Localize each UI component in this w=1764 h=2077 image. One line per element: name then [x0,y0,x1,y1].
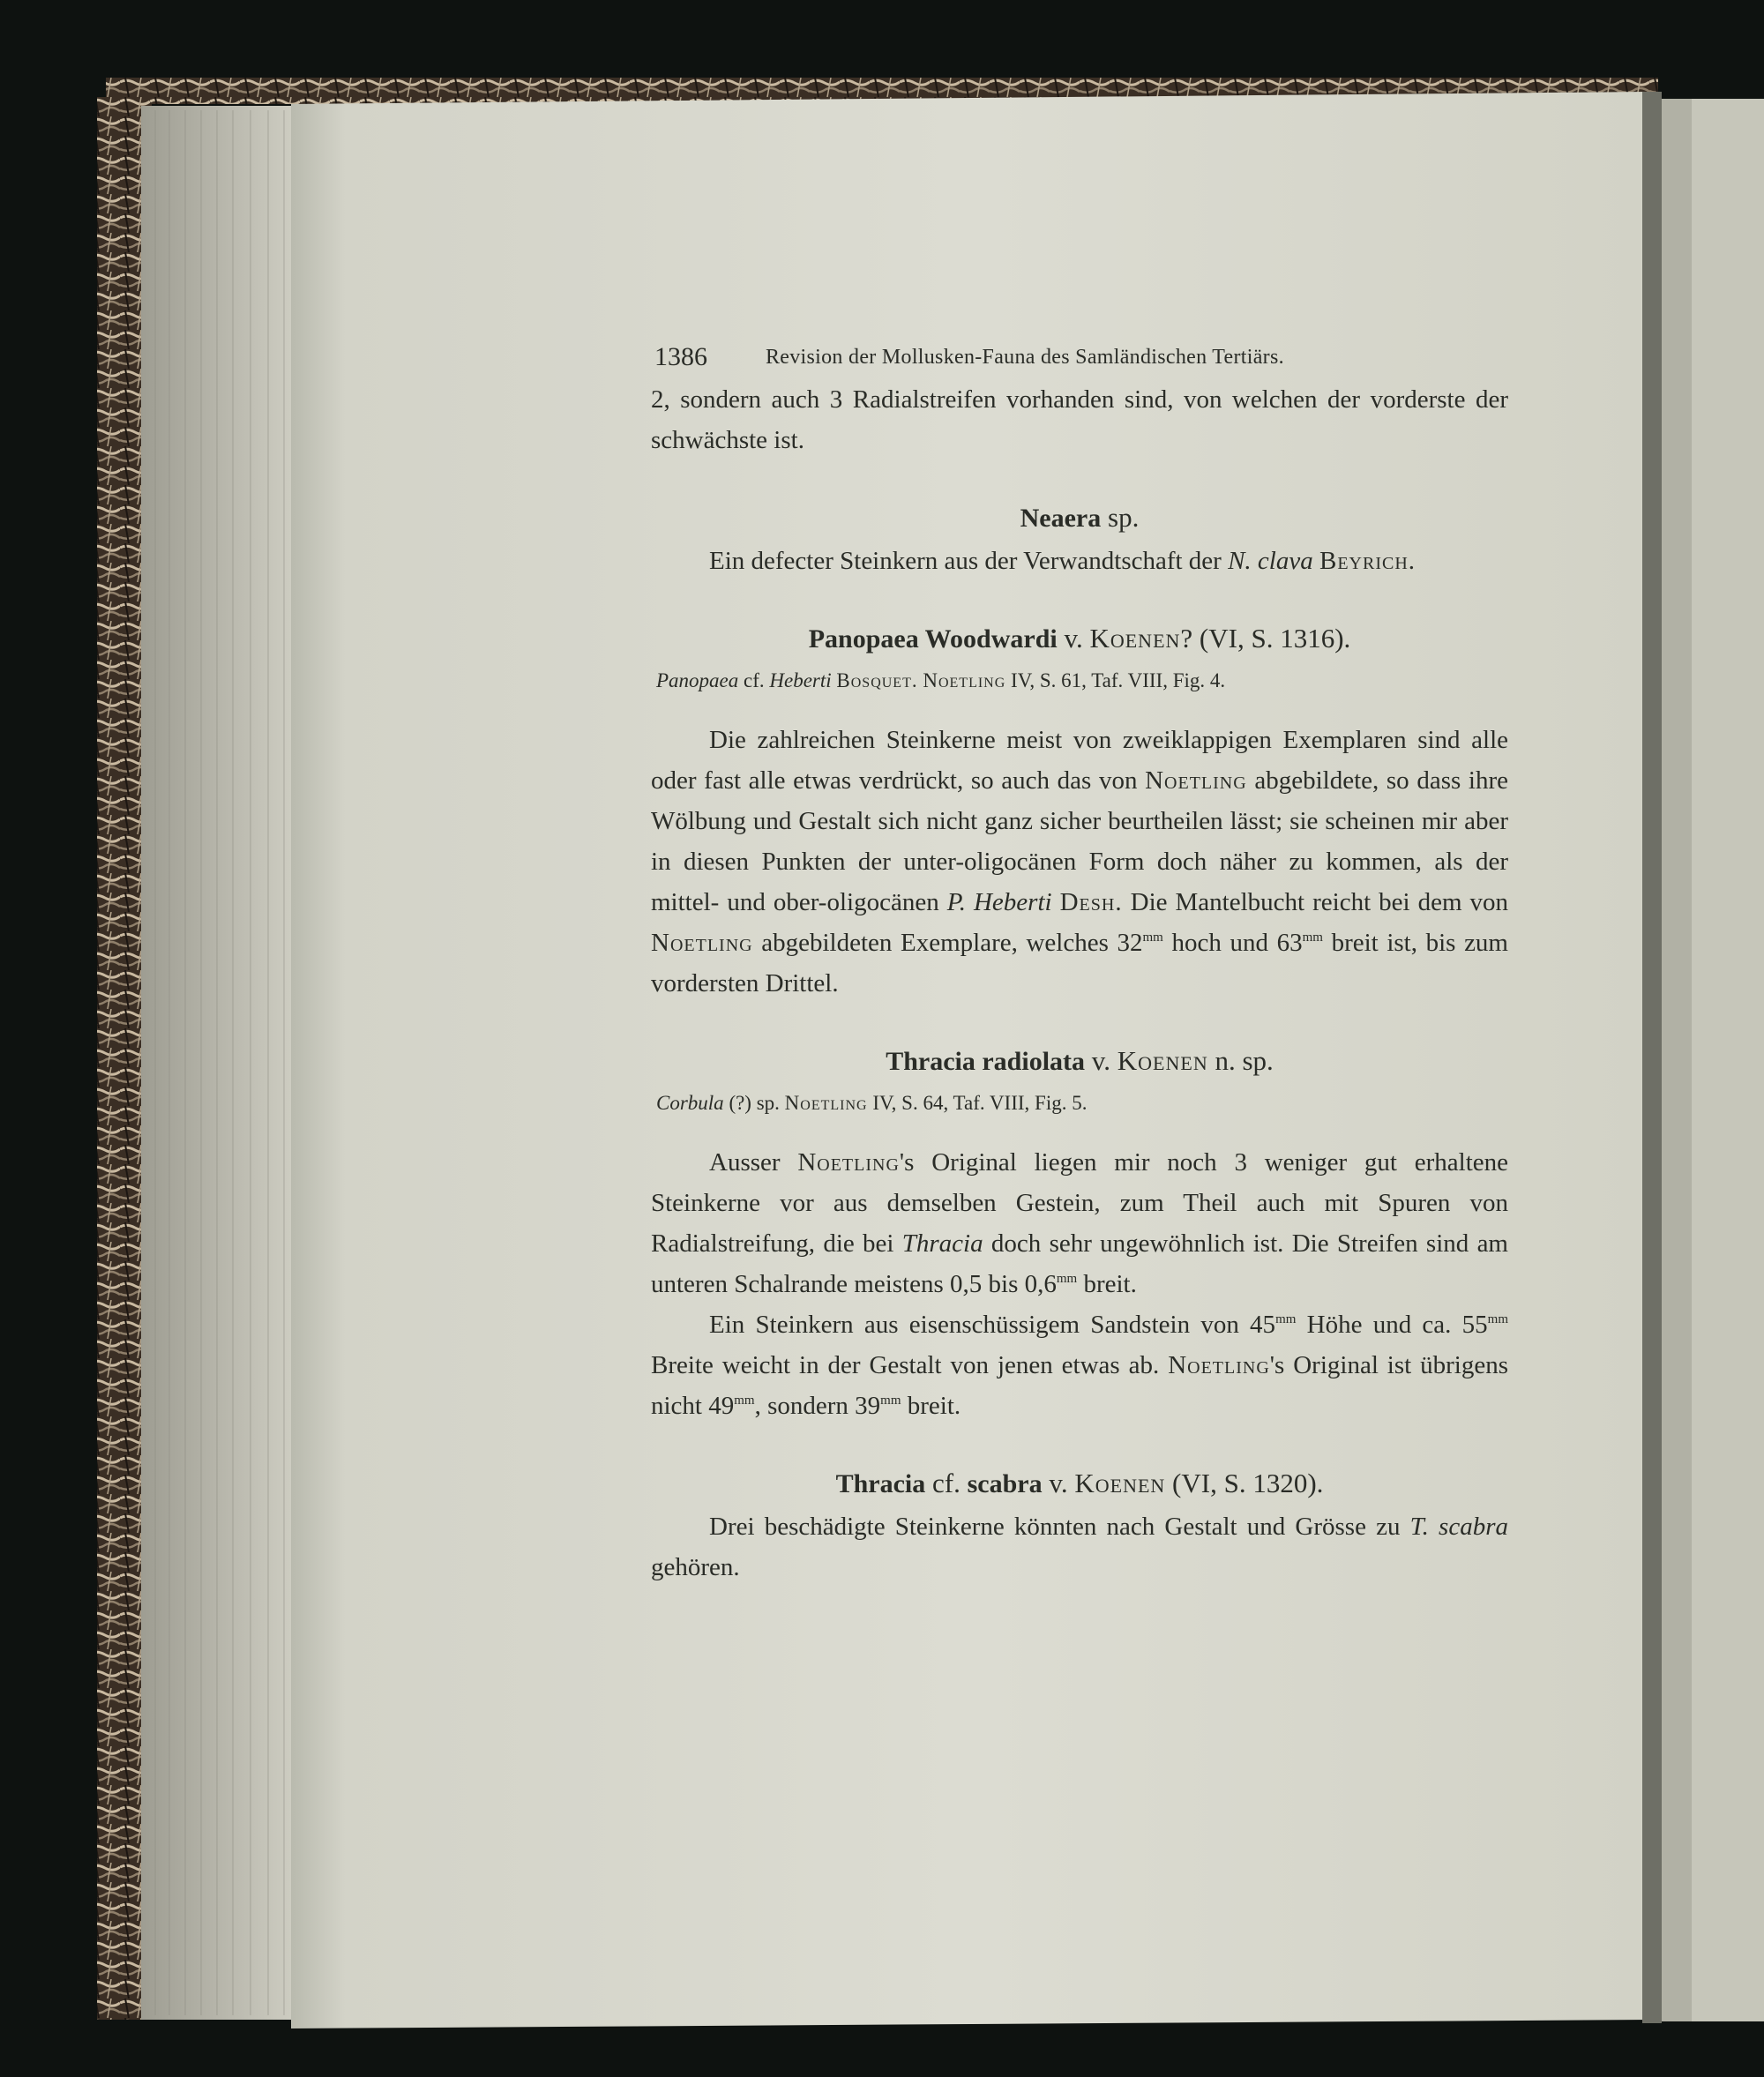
gutter-shadow [1642,92,1662,2023]
running-head [651,335,1508,379]
heading-thracia-scabra: Thracia cf. scabra v. Koenen (VI, S. 1320). [835,1468,1324,1498]
neaera-paragraph: Ein defecter Steinkern aus der Verwandtschaft der N. clava Beyrich. [709,547,1416,575]
page-content [651,335,1508,1588]
thracia-scabra-paragraph: Drei beschädigte Steinkerne könnten nach Gestalt und Grösse zu T. scabra gehören. [651,1513,1508,1581]
thracia-radiolata-paragraph-2: Ein Steinkern aus eisenschüssigem Sandstein von $45^{mm}$ Höhe und ca. $55^{mm}$ Breite weicht in der Gestalt von jenen etwas ab. Noetling's Original ist übrigens nicht $49^{mm}$, sondern $39^{mm}$ breit. [651,1311,1509,1420]
heading-neaera: Neaera sp. [1020,502,1140,533]
intro-paragraph: 2, sondern auch 3 Radialstreifen vorhanden sind, von welchen der vorderste der schwächste ist. [651,385,1508,454]
heading-panopaea-woodwardi: Panopaea Woodwardi v. Koenen? (VI, S. 1316). [808,623,1351,654]
thracia-radiolata-paragraph-1: Ausser Noetling's Original liegen mir noch 3 weniger gut erhaltene Steinkerne vor aus demselben Gestein, zum Theil auch mit Spuren von Radialstreifung, die bei Thracia doch sehr ungewöhnlich ist. Die Streifen sind am unteren Schalrande meistens 0,5 bis $0,6^{mm}$ breit. [651,1148,1508,1298]
running-title: Revision der Mollusken-Fauna des Samländischen Tertiärs. [766,346,1284,369]
panopaea-paragraph: Die zahlreichen Steinkerne meist von zweiklappigen Exemplaren sind alle oder fast alle etwas verdrückt, so auch das von Noetling abgebildete, so dass ihre Wölbung und Gestalt sich nicht ganz sicher beurtheilen lässt; sie scheinen mir aber in diesen Punkten der unter-oligocänen Form doch näher zu kommen, als der mittel- und ober-oligocänen P. Heberti Desh. Die Mantelbucht reicht bei dem von Noetling abgebildeten Exemplare, welches $32^{mm}$ hoch und $63^{mm}$ breit ist, bis zum vordersten Drittel. [651,726,1509,997]
panopaea-synonymy: Panopaea cf. Heberti Bosquet. Noetling IV, S. 61, Taf. VIII, Fig. 4. [656,669,1226,691]
thracia-radiolata-synonymy: Corbula (?) sp. Noetling IV, S. 64, Taf. VIII, Fig. 5. [656,1092,1088,1114]
heading-thracia-radiolata: Thracia radiolata v. Koenen n. sp. [886,1045,1274,1076]
page-number: 1386 [654,342,707,371]
facing-page-shade [1662,99,1692,2021]
